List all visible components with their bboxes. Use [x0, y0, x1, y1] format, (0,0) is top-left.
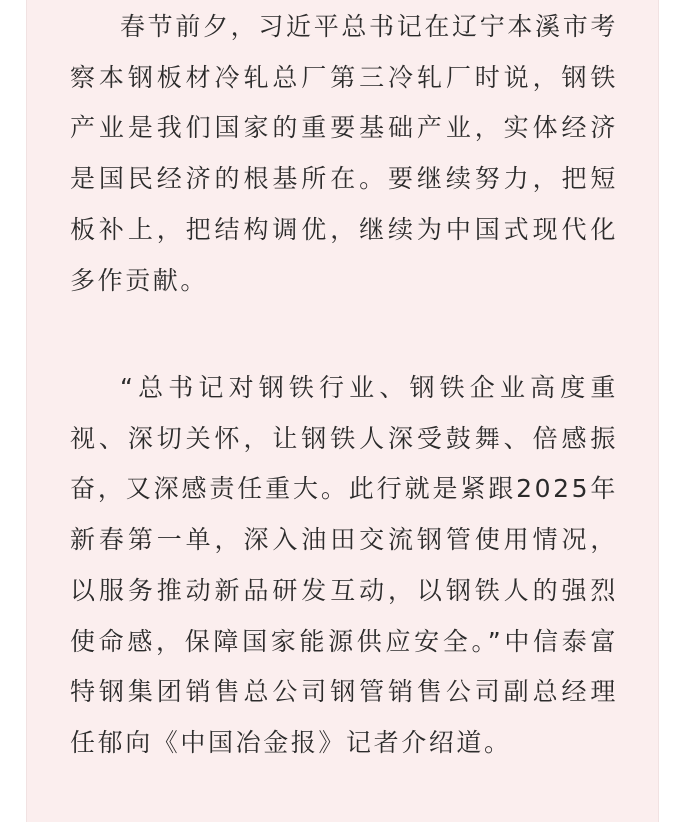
article-paragraph-2: “总书记对钢铁行业、钢铁企业高度重视、深切关怀，让钢铁人深受鼓舞、倍感振奋，又深感责任重大。此行就是紧跟2025年新春第一单，深入油田交流钢管使用情况，以服务推动新品研发互动，以钢铁人的强烈使命感，保障国家能源供应安全。”中信泰富特钢集团销售总公司钢管销售公司副总经理任郁向《中国冶金报》记者介绍道。 — [70, 373, 618, 757]
article-paragraph-1: 春节前夕，习近平总书记在辽宁本溪市考察本钢板材冷轧总厂第三冷轧厂时说，钢铁产业是我们国家的重要基础产业，实体经济是国民经济的根基所在。要继续努力，把短板补上，把结构调优，继续为中国式现代化多作贡献。 — [70, 12, 618, 295]
